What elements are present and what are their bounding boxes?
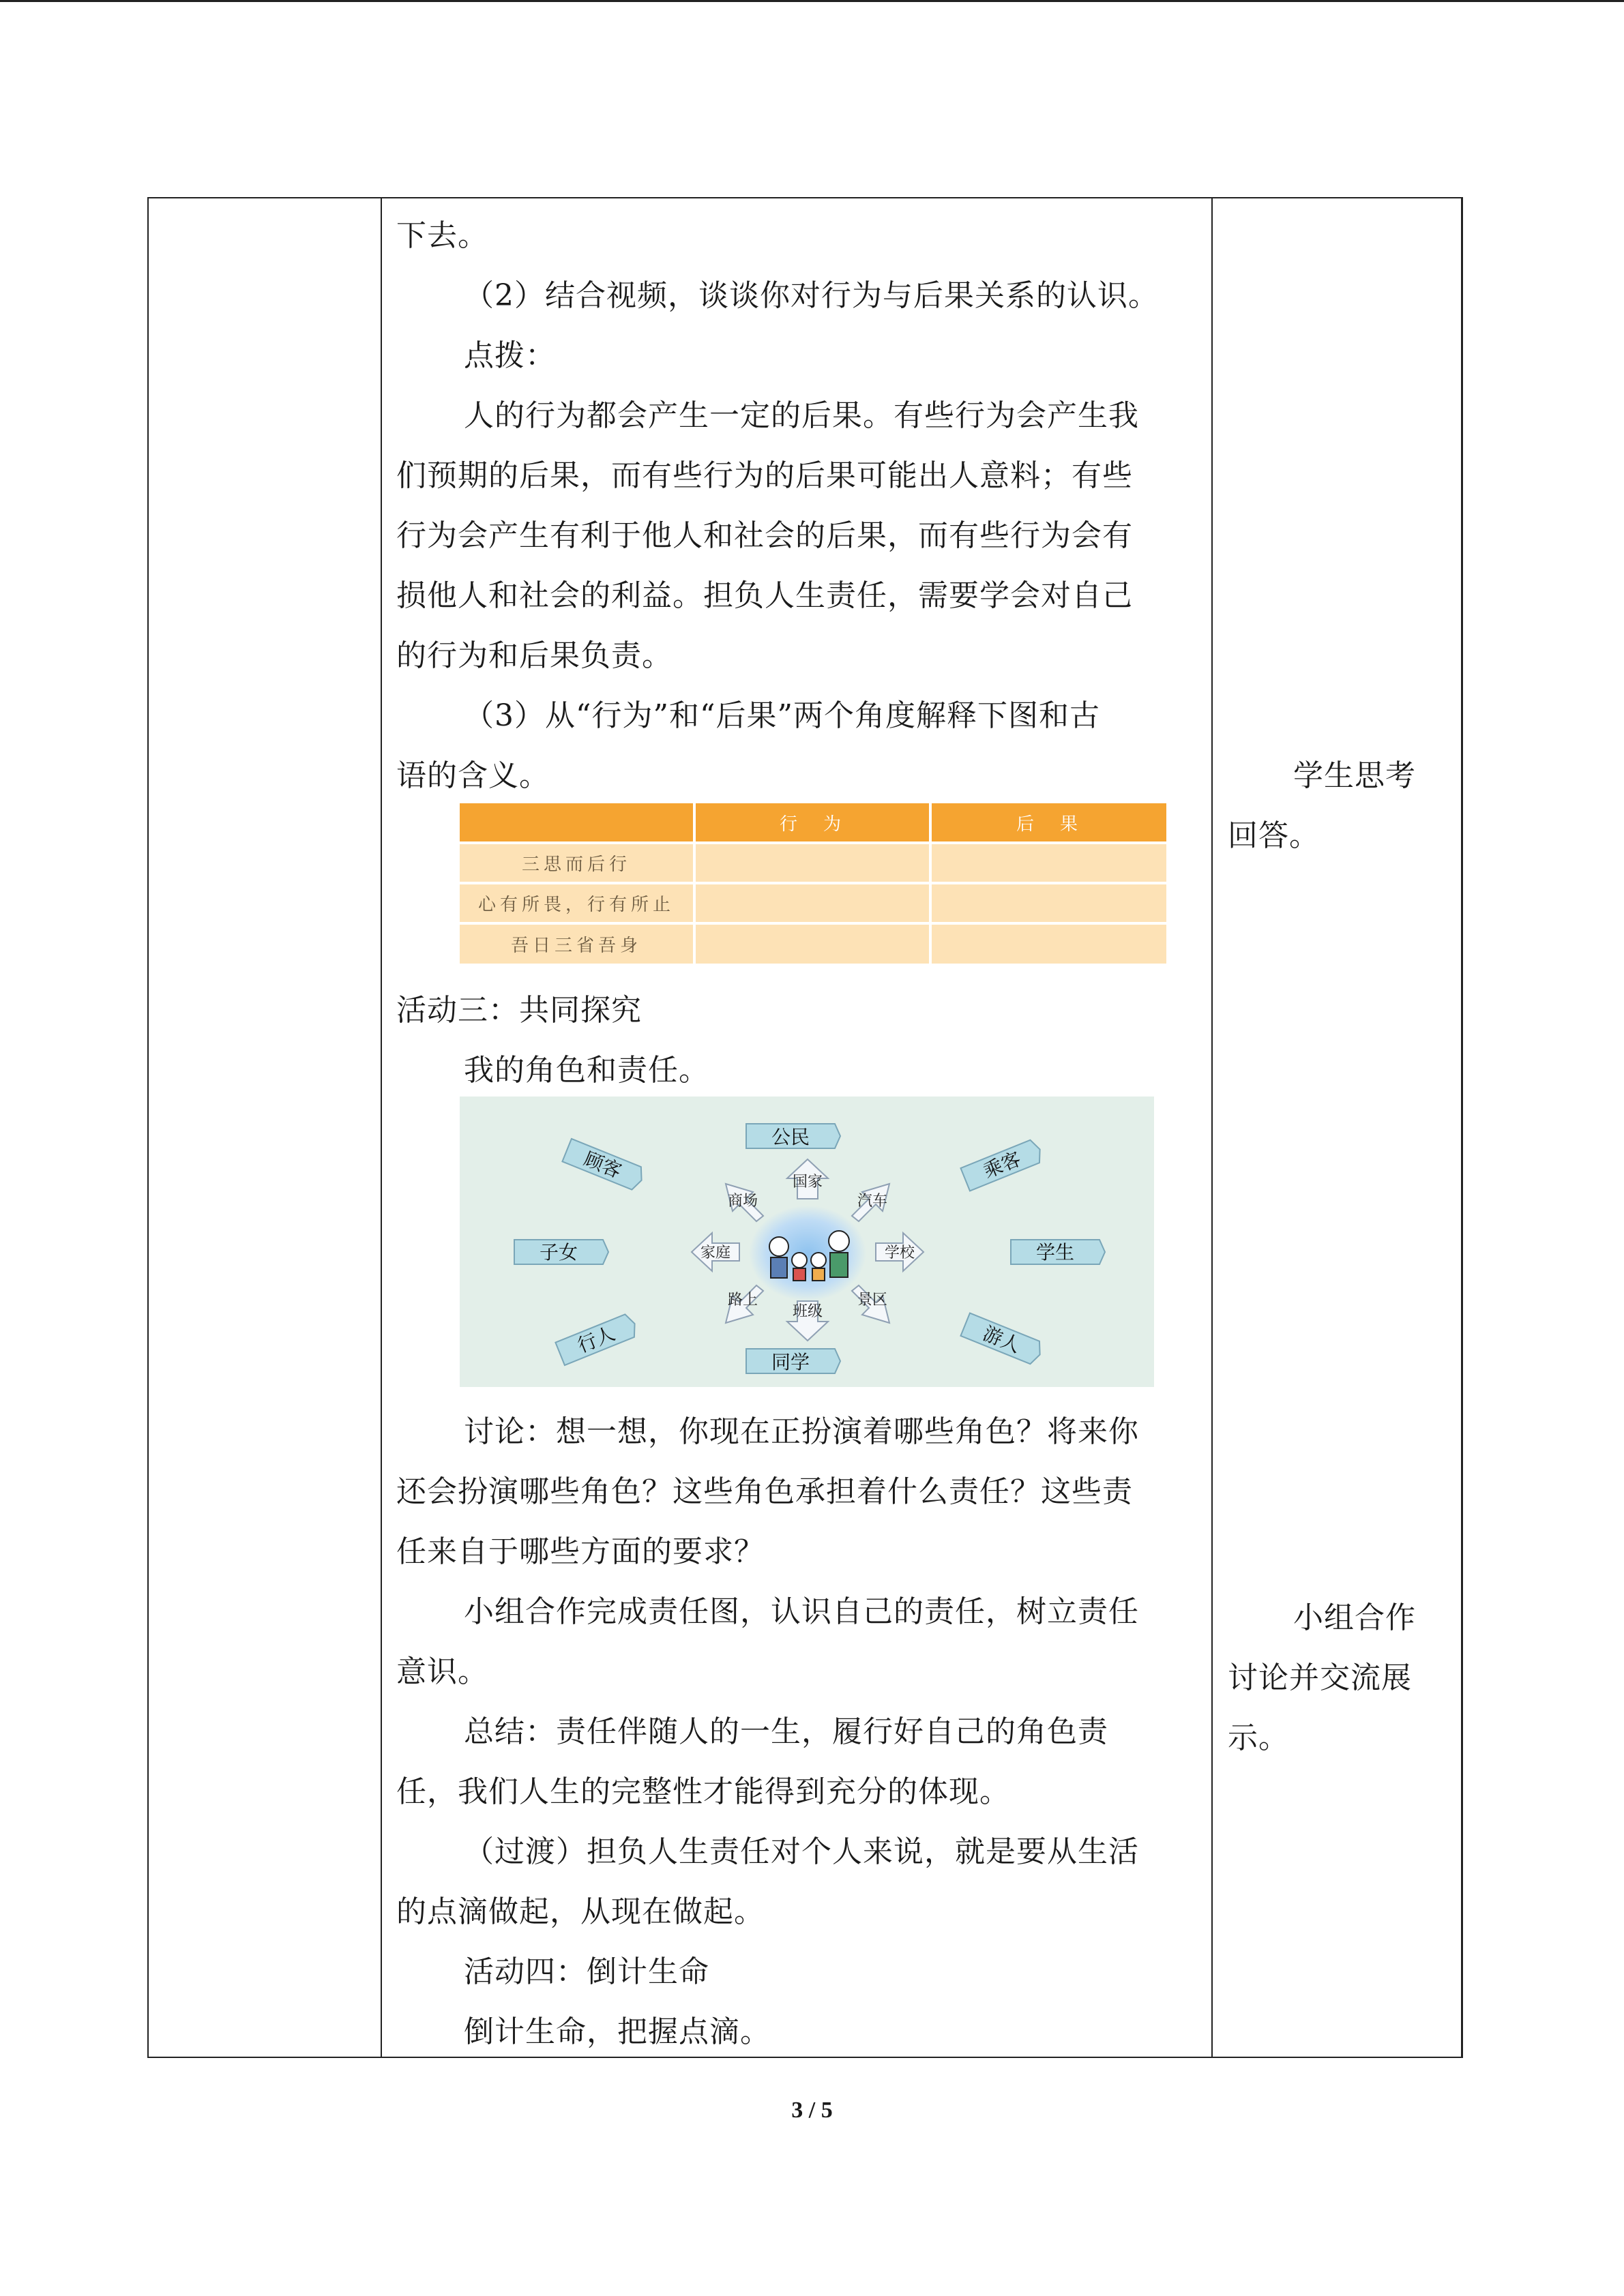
diagram-outer-label: 游人: [979, 1322, 1024, 1358]
diagram-outer-label: 子女: [539, 1241, 578, 1264]
diagram-inner-label: 汽车: [857, 1193, 888, 1210]
behavior-consequence-table: [460, 803, 1166, 964]
text-line: 点拨：: [464, 338, 556, 373]
student-activity-text: 学生思考: [1293, 758, 1416, 793]
text-line: （2）结合视频，谈谈你对行为与后果关系的认识。: [464, 278, 1159, 313]
table-cell: [932, 925, 1166, 964]
text-line: 总结：责任伴随人的一生，履行好自己的角色责: [464, 1714, 1108, 1749]
text-line: 损他人和社会的利益。担负人生责任，需要学会对自己: [396, 578, 1133, 613]
text-line: 任，我们人生的完整性才能得到充分的体现。: [396, 1774, 1010, 1809]
text-line: 小组合作完成责任图，认识自己的责任，树立责任: [464, 1594, 1139, 1629]
diagram-outer-label: 乘客: [980, 1147, 1024, 1183]
table-header-consequence: 后 果: [932, 803, 1166, 841]
table-header-behavior: 行 为: [696, 803, 929, 841]
diagram-inner-label: 路上: [727, 1292, 758, 1309]
text-line: （过渡）担负人生责任对个人来说，就是要从生活: [464, 1834, 1139, 1869]
text-line: 任来自于哪些方面的要求？: [396, 1534, 765, 1569]
diagram-inner-label: 国家: [792, 1174, 823, 1191]
table-header-cell: [460, 803, 693, 841]
table-row-label: 三思而后行: [460, 844, 693, 882]
diagram-inner-label: 学校: [884, 1244, 915, 1262]
diagram-outer-label: 学生: [1035, 1241, 1075, 1264]
text-line: 下去。: [396, 218, 488, 253]
text-line: 行为会产生有利于他人和社会的后果，而有些行为会有: [396, 518, 1133, 553]
column-divider-3: [1461, 198, 1462, 2057]
table-row-label: 心有所畏，行有所止: [460, 884, 693, 922]
diagram-outer-label: 顾客: [580, 1147, 625, 1183]
diagram-outer-label: 行人: [574, 1322, 619, 1358]
top-border-line: [0, 0, 1624, 2]
student-activity-text: 小组合作: [1293, 1600, 1416, 1635]
table-cell: [696, 884, 929, 922]
text-line: 还会扮演哪些角色？这些角色承担着什么责任？这些责: [396, 1474, 1133, 1509]
diagram-inner-label: 班级: [792, 1303, 823, 1320]
activity3-subtitle: 我的角色和责任。: [464, 1053, 709, 1088]
student-activity-text: 回答。: [1228, 818, 1320, 853]
activity3-title: 活动三：共同探究: [396, 993, 642, 1028]
text-line: 讨论：想一想，你现在正扮演着哪些角色？将来你: [464, 1414, 1139, 1449]
table-row-label: 吾日三省吾身: [460, 925, 693, 964]
table-cell: [696, 844, 929, 882]
text-line: 的点滴做起，从现在做起。: [396, 1894, 765, 1929]
role-responsibility-diagram: [460, 1097, 1154, 1387]
column-divider-2: [1211, 198, 1213, 2057]
student-activity-text: 示。: [1228, 1720, 1289, 1755]
text-line: 们预期的后果，而有些行为的后果可能出人意料；有些: [396, 458, 1133, 493]
text-line: （3）从“行为”和“后果”两个角度解释下图和古: [464, 698, 1100, 733]
activity4-title: 活动四：倒计生命: [464, 1954, 709, 1989]
diagram-outer-label: 公民: [771, 1126, 810, 1148]
student-activity-text: 讨论并交流展: [1228, 1660, 1412, 1695]
text-line: 的行为和后果负责。: [396, 638, 673, 673]
text-line: 意识。: [396, 1654, 488, 1689]
text-line: 倒计生命，把握点滴。: [464, 2014, 771, 2049]
page-number: 3 / 5: [791, 2098, 833, 2123]
diagram-inner-label: 景区: [857, 1292, 888, 1309]
table-cell: [696, 925, 929, 964]
column-divider-1: [381, 198, 382, 2057]
table-cell: [932, 844, 1166, 882]
text-line: 语的含义。: [396, 758, 550, 793]
diagram-inner-label: 商场: [727, 1193, 758, 1210]
diagram-outer-label: 同学: [771, 1351, 810, 1373]
diagram-inner-label: 家庭: [700, 1244, 731, 1262]
text-line: 人的行为都会产生一定的后果。有些行为会产生我: [464, 398, 1139, 433]
table-cell: [932, 884, 1166, 922]
